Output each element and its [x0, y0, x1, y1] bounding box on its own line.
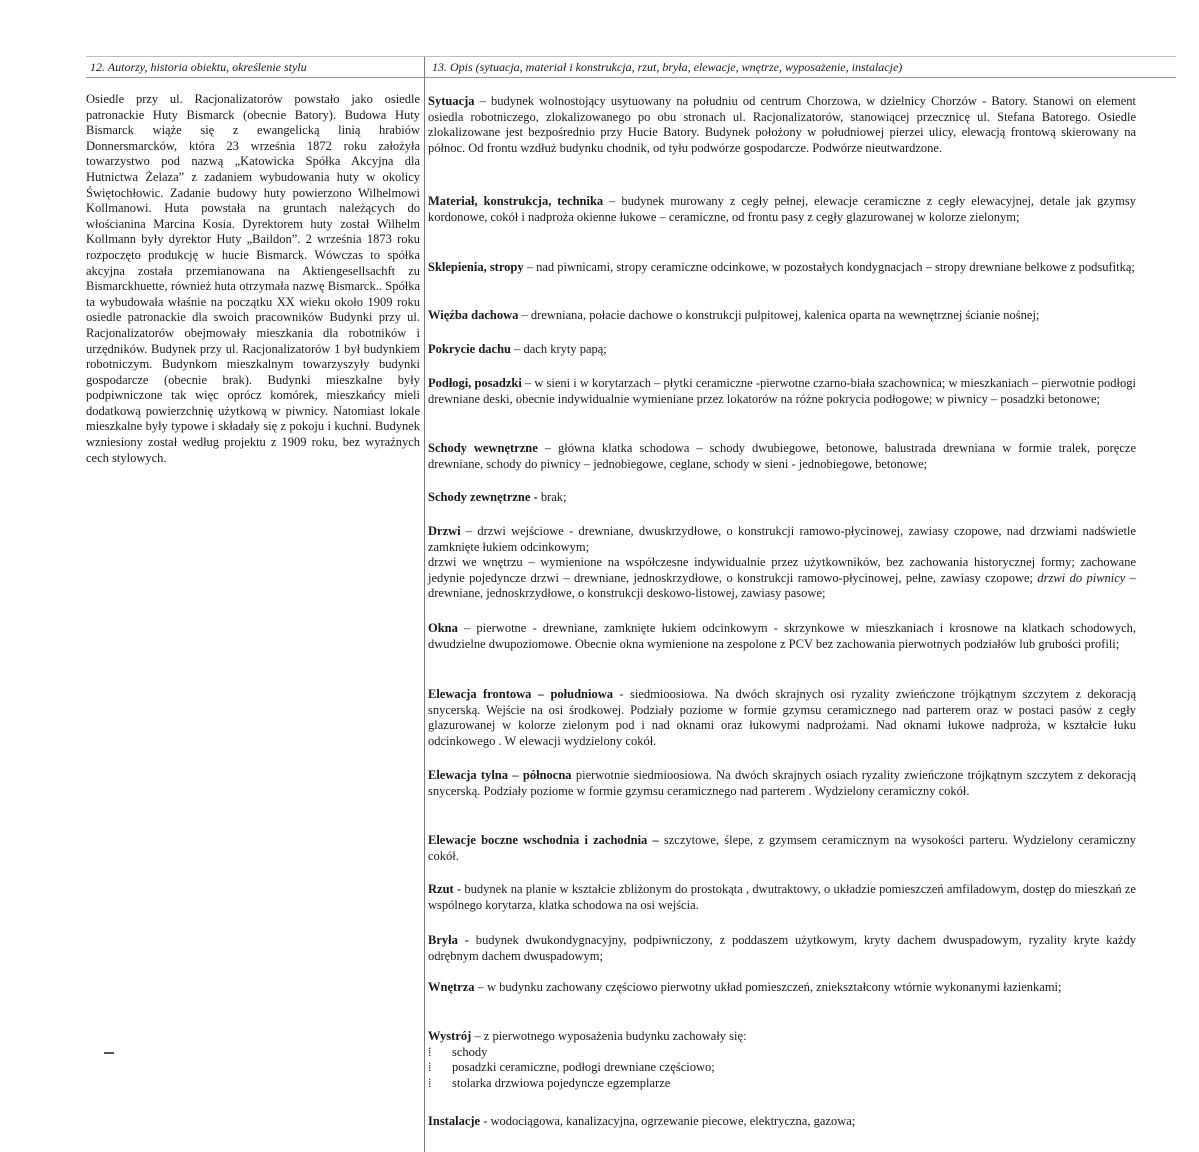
section-podlogi: [428, 376, 1136, 407]
list-item: ⁞ schody: [428, 1044, 488, 1059]
section-label: Elewacja tylna – północna: [428, 768, 572, 782]
bullet-mark: ⁞: [428, 1044, 432, 1059]
section-wiezba: [428, 308, 1136, 324]
section-pokrycie: [428, 342, 1136, 358]
column-divider: [424, 57, 425, 1152]
section-schody-zewnetrzne: [428, 490, 1136, 506]
bullet-mark: ⁞: [428, 1060, 432, 1075]
section-text: budynek na planie w kształcie zbliżonym do prostokąta , dwutraktowy, o układzie pomieszczeń amfiladowym, dostęp do mieszkań ze wspólnego korytarza, klatka schodowa na osi wejścia.: [428, 882, 1136, 912]
section-text: brak;: [537, 490, 567, 504]
section-label: Elewacje boczne wschodnia i zachodnia –: [428, 833, 659, 847]
history-text: Osiedle przy ul. Racjonalizatorów powstało jako osiedle patronackie Huty Bismarck (obecnie Batory). Budowa Huty Bismarck wiąże się z ewangelicką linią hrabiów Donnersmarcków, która 23 września 1872 roku założyła towarzystwo pod nazwą „Katowicka Spółka Akcyjna dla Hutnictwa Żelaza” z zadaniem wybudowania huty w okolicy Świętochłowic. Zadanie budowy huty powierzono Wilhelmowi Kollmanowi. Huta powstała na gruntach należących do włościanina Marcina Kosia. Dyrektorem huty został Wilhelm Kollmann były dyrektor Huty „Baildon”. 2 września 1873 roku rozpoczęto produkcję w hucie Bismarck. Wówczas to spółka akcyjna została przemianowana na Aktiengesellsachft zu Bismarckhuette, również huta otrzymała nazwę Bismarck.. Spółka ta wybudowała właśnie na początku XX wieku około 1909 roku osiedle patronackie dla swoich pracowników Budynki przy ul. Racjonalizatorów obejmowały mieszkania dla robotników i urzędników. Budynek przy ul. Racjonalizatorów 1 był budynkiem robotniczym. Budynkom mieszkalnym towarzyszyły budynki gospodarcze (obecnie brak). Budynki mieszkalne były podpiwniczone tak więc oprócz komórek, mieszkańcy mieli dodatkową powierzchnię użytkową w piwnicy. Natomiast lokale mieszkalne były typowe i składały się z pokoju i kuchni. Budynek wzniesiony został według projektu z 1909 roku, bez wyraźnych cech stylowych.: [86, 92, 420, 465]
section-wnetrza: [428, 980, 1136, 996]
list-item: ⁞ posadzki ceramiczne, podłogi drewniane częściowo;: [428, 1060, 715, 1075]
section-label: Okna: [428, 621, 458, 635]
section-wystroj: [428, 1029, 1136, 1091]
section-text: - siedmioosiowa. Na dwóch skrajnych osi ryzality zwieńczone trójkątnym szczytem z dekoracją snycerską. Wejście na osi środkowej. Podziały poziome w formie gzymsu ceramicznego nad parterem oraz w postaci pasów z cegły glazurowanej w kolorze zielonym pod i nad oknami oraz łukowymi nadprożami. Nad oknami łukowe nadproża, w kształcie łuku odcinkowego . W elewacji wydzielony cokół.: [428, 687, 1136, 748]
stray-mark: [104, 1052, 114, 1054]
section-text-2: drzwi we wnętrzu – wymienione na współczesne indywidualnie przez użytkowników, bez zachowania historycznej formy; zachowane jedynie pojedyncze drzwi – drewniane, jednoskrzydłowe, o konstrukcji ramowo-płycinowej, pełne, zawiasy czopowe;: [428, 555, 1136, 585]
section-label: Rzut -: [428, 882, 462, 896]
description-header: 13. Opis (sytuacja, materiał i konstrukcja, rzut, bryła, elewacje, wnętrze, wyposażenie, instalacje): [432, 60, 903, 74]
section-material: [428, 194, 1136, 225]
section-label: Wnętrza: [428, 980, 475, 994]
section-label: Schody wewnętrzne: [428, 441, 538, 455]
section-label: Instalacje: [428, 1114, 481, 1128]
section-text: budynek dwukondygnacyjny, podpiwniczony, z poddaszem użytkowym, kryty dachem dwuspadowym, ryzality kryte każdy odrębnym dachem dwuspadowym;: [428, 933, 1136, 963]
section-bryla: [428, 933, 1136, 964]
section-label: Drzwi: [428, 524, 461, 538]
section-elewacje-boczne: [428, 833, 1136, 864]
header-rule: [86, 77, 1176, 78]
section-text: – drzwi wejściowe - drewniane, dwuskrzydłowe, o konstrukcji ramowo-płycinowej, zawiasy czopowe, nad drzwiami nadświetle zamknięte łukiem odcinkowym;: [428, 524, 1136, 554]
section-text: – budynek wolnostojący usytuowany na południu od centrum Chorzowa, w dzielnicy Chorzów - Batory. Stanowi on element osiedla robotniczego, zlokalizowanego po obu stronach ul. Racjonalizatorów, stanowiącej przecznicę ul. Stefana Batorego. Osiedle zlokalizowane jest bezpośrednio przy Hucie Batory. Budynek położony w południowej pierzei ulicy, elewacją frontową skierowany na północ. Od frontu wzdłuż budynku chodnik, od tyłu podwórze gospodarcze. Podwórze nieutwardzone.: [428, 94, 1136, 155]
history-header: 12. Autorzy, historia obiektu, określenie stylu: [90, 60, 307, 74]
bullet-mark: ⁞: [428, 1075, 432, 1090]
list-item: ⁞ stolarka drzwiowa pojedyncze egzemplarze: [428, 1075, 671, 1090]
section-text: szczytowe, ślepe, z gzymsem ceramicznym na wysokości parteru. Wydzielony ceramiczny cokół.: [428, 833, 1137, 863]
section-elewacja-frontowa: [428, 687, 1136, 749]
section-okna: [428, 621, 1136, 652]
section-label: Elewacja frontowa – południowa: [428, 687, 613, 701]
section-label: Pokrycie dachu: [428, 342, 511, 356]
section-label: Bryła -: [428, 933, 469, 947]
section-text: – w sieni i w korytarzach – płytki ceramiczne -pierwotne czarno-biała szachownica; w mieszkaniach – pierwotnie podłogi drewniane deski, obecnie indywidualnie wymieniane przez lokatorów na różne pokrycia podłogowe; w piwnicy – posadzki betonowe;: [428, 376, 1136, 406]
section-label: Więźba dachowa: [428, 308, 519, 322]
section-label: Sytuacja: [428, 94, 475, 108]
section-text: – budynek murowany z cegły pełnej, elewacje ceramiczne z cegły elewacyjnej, detale jak gzymsy kordonowe, cokół i nadproża okienne łukowe – ceramiczne, od frontu pasy z cegły glazurowanej w kolorze zielonym;: [428, 194, 1136, 224]
section-elewacja-tylna: [428, 768, 1136, 799]
top-rule: [86, 56, 1176, 57]
section-italic-text: drzwi do piwnicy: [1037, 570, 1126, 585]
section-stropy: [428, 260, 1136, 276]
section-text: – nad piwnicami, stropy ceramiczne odcinkowe, w pozostałych kondygnacjach – stropy drewniane belkowe z podsufitką;: [523, 260, 1135, 274]
section-label: Wystrój: [428, 1029, 472, 1043]
section-drzwi: [428, 524, 1136, 602]
section-label: Sklepienia, stropy: [428, 260, 524, 274]
section-schody-wewnetrzne: [428, 441, 1136, 472]
section-label: Podłogi, posadzki: [428, 376, 522, 390]
section-text: – dach kryty papą;: [510, 342, 607, 356]
section-label: Materiał, konstrukcja, technika: [428, 194, 604, 208]
section-instalacje: [428, 1114, 1136, 1130]
section-text: pierwotnie siedmioosiowa. Na dwóch skrajnych osiach ryzality zwieńczone trójkątnym szczytem z dekoracją snycerską. Podziały poziome w formie gzymsu ceramicznego nad parterem . Wydzielony ceramiczny cokół.: [428, 768, 1137, 798]
section-sytuacja: [428, 94, 1136, 156]
section-rzut: [428, 882, 1136, 913]
section-text: - wodociągowa, kanalizacyjna, ogrzewanie piecowe, elektryczna, gazowa;: [480, 1114, 856, 1128]
section-text-3: – drewniane, jednoskrzydłowe, o konstrukcji deskowo-listowej, zawiasy pasowe;: [428, 570, 1136, 601]
section-text: – w budynku zachowany częściowo pierwotny układ pomieszczeń, zniekształcony wtórnie wykonanymi łazienkami;: [474, 980, 1062, 994]
section-label: Schody zewnętrzne -: [428, 490, 538, 504]
section-text: – pierwotne - drewniane, zamknięte łukiem odcinkowym - skrzynkowe w mieszkaniach i krosnowe na klatkach schodowych, dwudzielne dwupoziomowe. Obecnie okna wymienione na zespolone z PCV bez zachowania pierwotnych podziałów lub grubości profili;: [428, 621, 1136, 651]
section-text: – główna klatka schodowa – schody dwubiegowe, betonowe, balustrada drewniana w formie tralek, poręcze drewniane, schody do piwnicy – jednobiegowe, ceglane, schody w sieni - jednobiegowe, betonowe;: [428, 441, 1137, 471]
section-text: – z pierwotnego wyposażenia budynku zachowały się:: [471, 1029, 747, 1043]
section-text: – drewniana, połacie dachowe o konstrukcji pulpitowej, kalenica oparta na wewnętrznej ścianie nośnej;: [518, 308, 1040, 322]
